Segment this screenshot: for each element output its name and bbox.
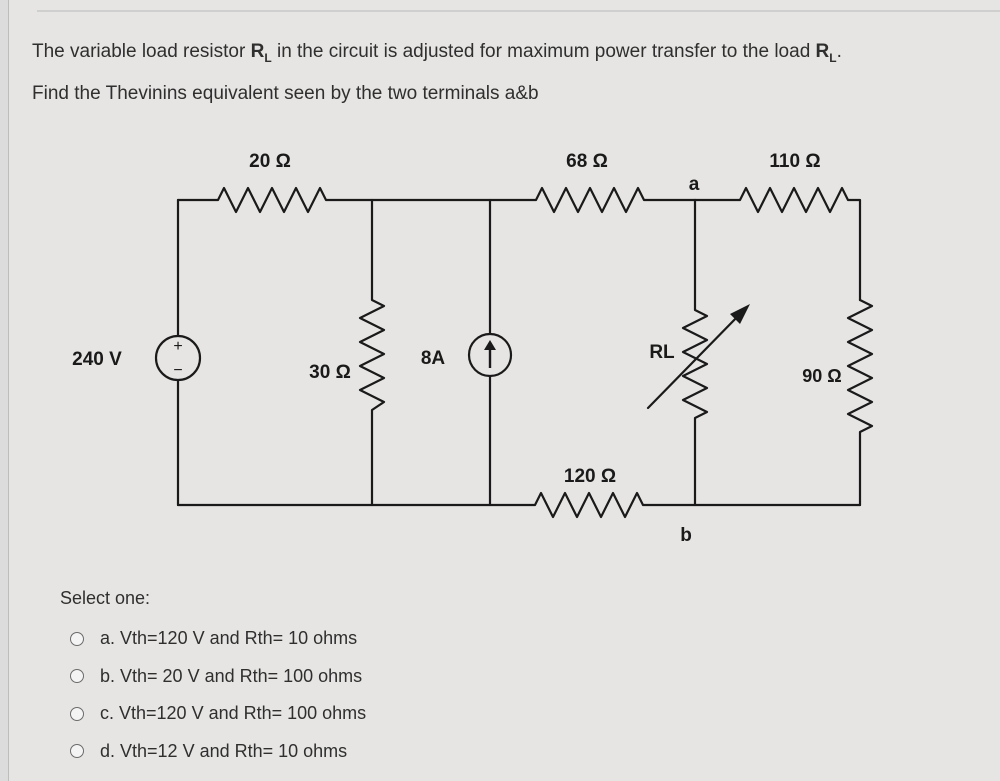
- terminal-b: b: [680, 525, 692, 546]
- label-30-ohm: 30 Ω: [309, 362, 351, 383]
- resistor-30-branch: [360, 200, 384, 505]
- resistor-90: [848, 300, 872, 505]
- radio-button[interactable]: [70, 744, 84, 758]
- label-8a: 8A: [420, 348, 446, 369]
- label-90-ohm: 90 Ω: [802, 366, 842, 386]
- radio-button[interactable]: [70, 707, 84, 721]
- label-rl: RL: [649, 342, 675, 363]
- voltage-source-plus: +: [173, 338, 183, 355]
- answer-option-label: b. Vth= 20 V and Rth= 100 ohms: [100, 665, 363, 686]
- rl-symbol-sub: L: [829, 50, 837, 65]
- answer-option-label: a. Vth=120 V and Rth= 10 ohms: [100, 628, 358, 649]
- wire-bottom: [178, 493, 860, 517]
- label-68-ohm: 68 Ω: [566, 151, 608, 172]
- rl-symbol-main: R: [815, 41, 830, 62]
- answer-option-label: d. Vth=12 V and Rth= 10 ohms: [100, 740, 348, 761]
- answer-option-c[interactable]: [70, 695, 366, 733]
- label-240-v: 240 V: [72, 349, 122, 370]
- answer-options: [70, 620, 366, 770]
- question-text-part: .: [836, 41, 842, 62]
- wire-top-left: [178, 188, 695, 212]
- rl-symbol-main: R: [250, 41, 265, 62]
- terminal-a: a: [688, 174, 700, 195]
- label-110-ohm: 110 Ω: [769, 151, 821, 172]
- question-text-part: in the circuit is adjusted for maximum power transfer to the load: [271, 41, 816, 62]
- radio-button[interactable]: [70, 632, 84, 646]
- select-one-label: Select one:: [60, 588, 151, 608]
- answer-option-a[interactable]: [70, 620, 366, 658]
- question-text-part: The variable load resistor: [32, 41, 251, 62]
- question-line-2: Find the Thevinins equivalent seen by the two terminals a&b: [32, 82, 539, 104]
- answer-option-d[interactable]: [70, 733, 366, 771]
- answer-option-label: c. Vth=120 V and Rth= 100 ohms: [100, 703, 367, 724]
- radio-button[interactable]: [70, 669, 84, 683]
- wire-top-right: [695, 188, 860, 300]
- label-120-ohm: 120 Ω: [563, 466, 617, 487]
- answer-option-b[interactable]: [70, 658, 366, 696]
- label-20-ohm: 20 Ω: [249, 151, 291, 172]
- rl-symbol-sub: L: [264, 50, 272, 65]
- voltage-source-minus: −: [173, 362, 183, 379]
